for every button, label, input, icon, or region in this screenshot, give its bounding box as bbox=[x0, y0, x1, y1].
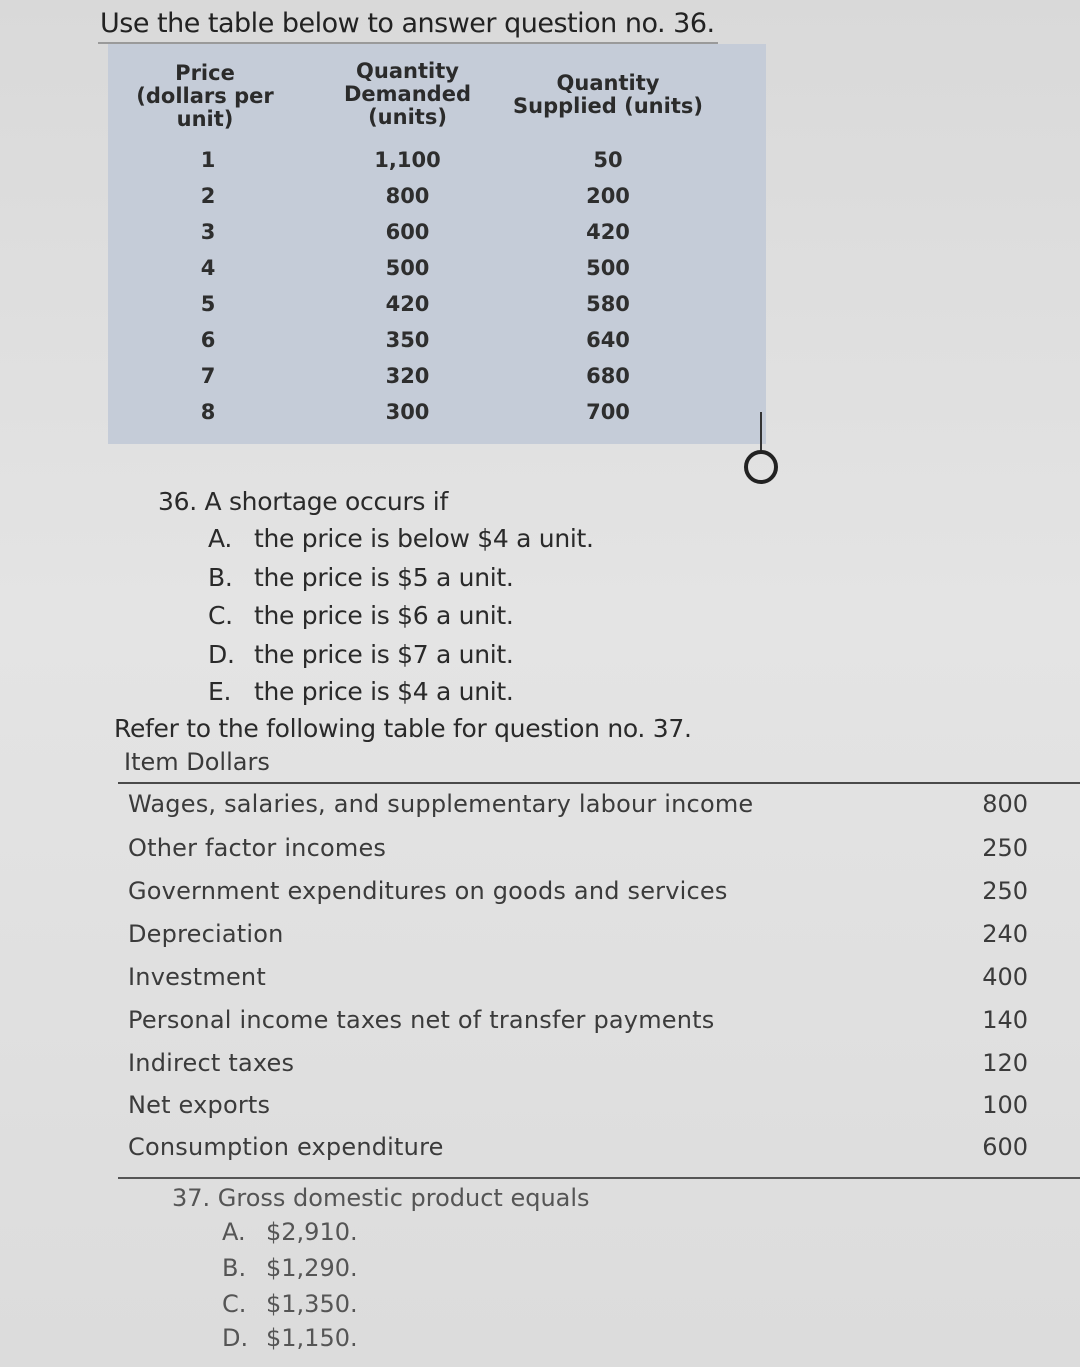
price-cell: 4 bbox=[200, 256, 216, 280]
worksheet-heading: Use the table below to answer question no. 36. bbox=[100, 8, 715, 39]
question-37-stem: 37. Gross domestic product equals bbox=[172, 1184, 590, 1212]
table-row bbox=[128, 1091, 1028, 1131]
item-table-header: Item Dollars bbox=[124, 748, 270, 776]
item-value: 120 bbox=[982, 1049, 1028, 1077]
option-text: $1,350. bbox=[266, 1290, 358, 1318]
table-row bbox=[108, 292, 766, 328]
price-cell: 8 bbox=[200, 400, 216, 424]
option-letter: C. bbox=[208, 601, 233, 630]
annotation-pin-handle[interactable] bbox=[744, 450, 778, 484]
price-cell: 1 bbox=[200, 148, 216, 172]
table-row bbox=[128, 1006, 1028, 1046]
quantity-demanded-cell: 1,100 bbox=[374, 148, 441, 172]
table-row bbox=[108, 400, 766, 436]
option-text: $2,910. bbox=[266, 1218, 358, 1246]
option-text: the price is $6 a unit. bbox=[254, 601, 514, 630]
item-value: 100 bbox=[982, 1091, 1028, 1119]
item-label: Consumption expenditure bbox=[128, 1133, 444, 1161]
quantity-demanded-cell: 600 bbox=[385, 220, 430, 244]
quantity-demanded-cell: 320 bbox=[385, 364, 430, 388]
question-36-option-c[interactable] bbox=[208, 601, 514, 630]
header-qd-line1: Quantity bbox=[356, 59, 459, 83]
question-37-option-c[interactable] bbox=[222, 1290, 358, 1318]
option-letter: D. bbox=[208, 640, 235, 669]
price-cell: 5 bbox=[200, 292, 216, 316]
table-row bbox=[108, 184, 766, 220]
table-row bbox=[128, 1049, 1028, 1089]
quantity-demanded-cell: 350 bbox=[385, 328, 430, 352]
question-36-option-a[interactable] bbox=[208, 524, 594, 553]
table-row bbox=[128, 920, 1028, 960]
price-cell: 2 bbox=[200, 184, 216, 208]
header-qs-line1: Quantity bbox=[556, 71, 660, 95]
question-37-option-b[interactable] bbox=[222, 1254, 358, 1282]
supply-demand-table bbox=[108, 44, 766, 444]
table-row bbox=[108, 256, 766, 292]
item-label: Personal income taxes net of transfer payments bbox=[128, 1006, 715, 1034]
quantity-supplied-cell: 700 bbox=[586, 400, 630, 424]
table-row bbox=[128, 877, 1028, 917]
quantity-demanded-cell: 800 bbox=[385, 184, 430, 208]
item-label: Government expenditures on goods and services bbox=[128, 877, 728, 905]
question-36-option-e[interactable] bbox=[208, 677, 514, 706]
option-text: the price is $5 a unit. bbox=[254, 563, 514, 592]
quantity-supplied-cell: 50 bbox=[593, 148, 623, 172]
item-table-top-rule bbox=[118, 782, 1080, 784]
quantity-supplied-cell: 500 bbox=[586, 256, 630, 280]
table-row bbox=[108, 220, 766, 256]
item-label: Investment bbox=[128, 963, 266, 991]
quantity-demanded-cell: 420 bbox=[385, 292, 430, 316]
annotation-pin-stem bbox=[760, 412, 762, 454]
quantity-supplied-cell: 420 bbox=[586, 220, 630, 244]
quantity-supplied-cell: 580 bbox=[586, 292, 630, 316]
question-36-stem: 36. A shortage occurs if bbox=[158, 487, 448, 516]
header-qd-line3: (units) bbox=[368, 105, 447, 129]
option-letter: D. bbox=[222, 1324, 249, 1352]
item-value: 240 bbox=[982, 920, 1028, 948]
option-text: $1,150. bbox=[266, 1324, 358, 1352]
option-text: the price is $7 a unit. bbox=[254, 640, 514, 669]
price-cell: 3 bbox=[200, 220, 216, 244]
question-36-option-d[interactable] bbox=[208, 640, 514, 669]
option-letter: A. bbox=[222, 1218, 246, 1246]
option-text: $1,290. bbox=[266, 1254, 358, 1282]
item-label: Indirect taxes bbox=[128, 1049, 295, 1077]
item-table-bottom-rule bbox=[118, 1177, 1080, 1179]
question-37-instruction: Refer to the following table for question no. 37. bbox=[114, 714, 692, 743]
quantity-supplied-cell: 200 bbox=[586, 184, 630, 208]
table-row bbox=[128, 834, 1028, 874]
header-price-line1: Price bbox=[175, 61, 235, 85]
item-value: 800 bbox=[982, 790, 1028, 818]
header-price-line3: unit) bbox=[176, 107, 234, 131]
table-row bbox=[128, 790, 1028, 830]
quantity-supplied-cell: 640 bbox=[586, 328, 630, 352]
question-37-option-a[interactable] bbox=[222, 1218, 358, 1246]
quantity-demanded-cell: 300 bbox=[385, 400, 430, 424]
option-letter: E. bbox=[208, 677, 232, 706]
item-value: 400 bbox=[982, 963, 1028, 991]
item-value: 600 bbox=[982, 1133, 1028, 1161]
table-row bbox=[128, 1133, 1028, 1173]
table-row bbox=[108, 364, 766, 400]
price-cell: 6 bbox=[200, 328, 216, 352]
header-qd-line2: Demanded bbox=[344, 82, 471, 106]
header-price bbox=[130, 62, 280, 131]
quantity-demanded-cell: 500 bbox=[385, 256, 430, 280]
quantity-supplied-cell: 680 bbox=[586, 364, 630, 388]
item-value: 250 bbox=[982, 834, 1028, 862]
header-quantity-demanded bbox=[330, 60, 485, 129]
option-letter: A. bbox=[208, 524, 233, 553]
option-text: the price is below $4 a unit. bbox=[254, 524, 594, 553]
table-row bbox=[128, 963, 1028, 1003]
question-36-option-b[interactable] bbox=[208, 563, 514, 592]
table-row bbox=[108, 328, 766, 364]
table-row bbox=[108, 148, 766, 184]
item-label: Net exports bbox=[128, 1091, 271, 1119]
item-value: 140 bbox=[982, 1006, 1028, 1034]
price-cell: 7 bbox=[200, 364, 216, 388]
header-price-line2: (dollars per bbox=[136, 84, 274, 108]
option-text: the price is $4 a unit. bbox=[254, 677, 514, 706]
header-qs-line2: Supplied (units) bbox=[513, 94, 703, 118]
item-label: Wages, salaries, and supplementary labour income bbox=[128, 790, 754, 818]
item-label: Depreciation bbox=[128, 920, 284, 948]
item-value: 250 bbox=[982, 877, 1028, 905]
option-letter: B. bbox=[208, 563, 233, 592]
option-letter: B. bbox=[222, 1254, 247, 1282]
option-letter: C. bbox=[222, 1290, 247, 1318]
item-label: Other factor incomes bbox=[128, 834, 387, 862]
header-quantity-supplied bbox=[508, 72, 708, 118]
question-37-option-d[interactable] bbox=[222, 1324, 358, 1352]
